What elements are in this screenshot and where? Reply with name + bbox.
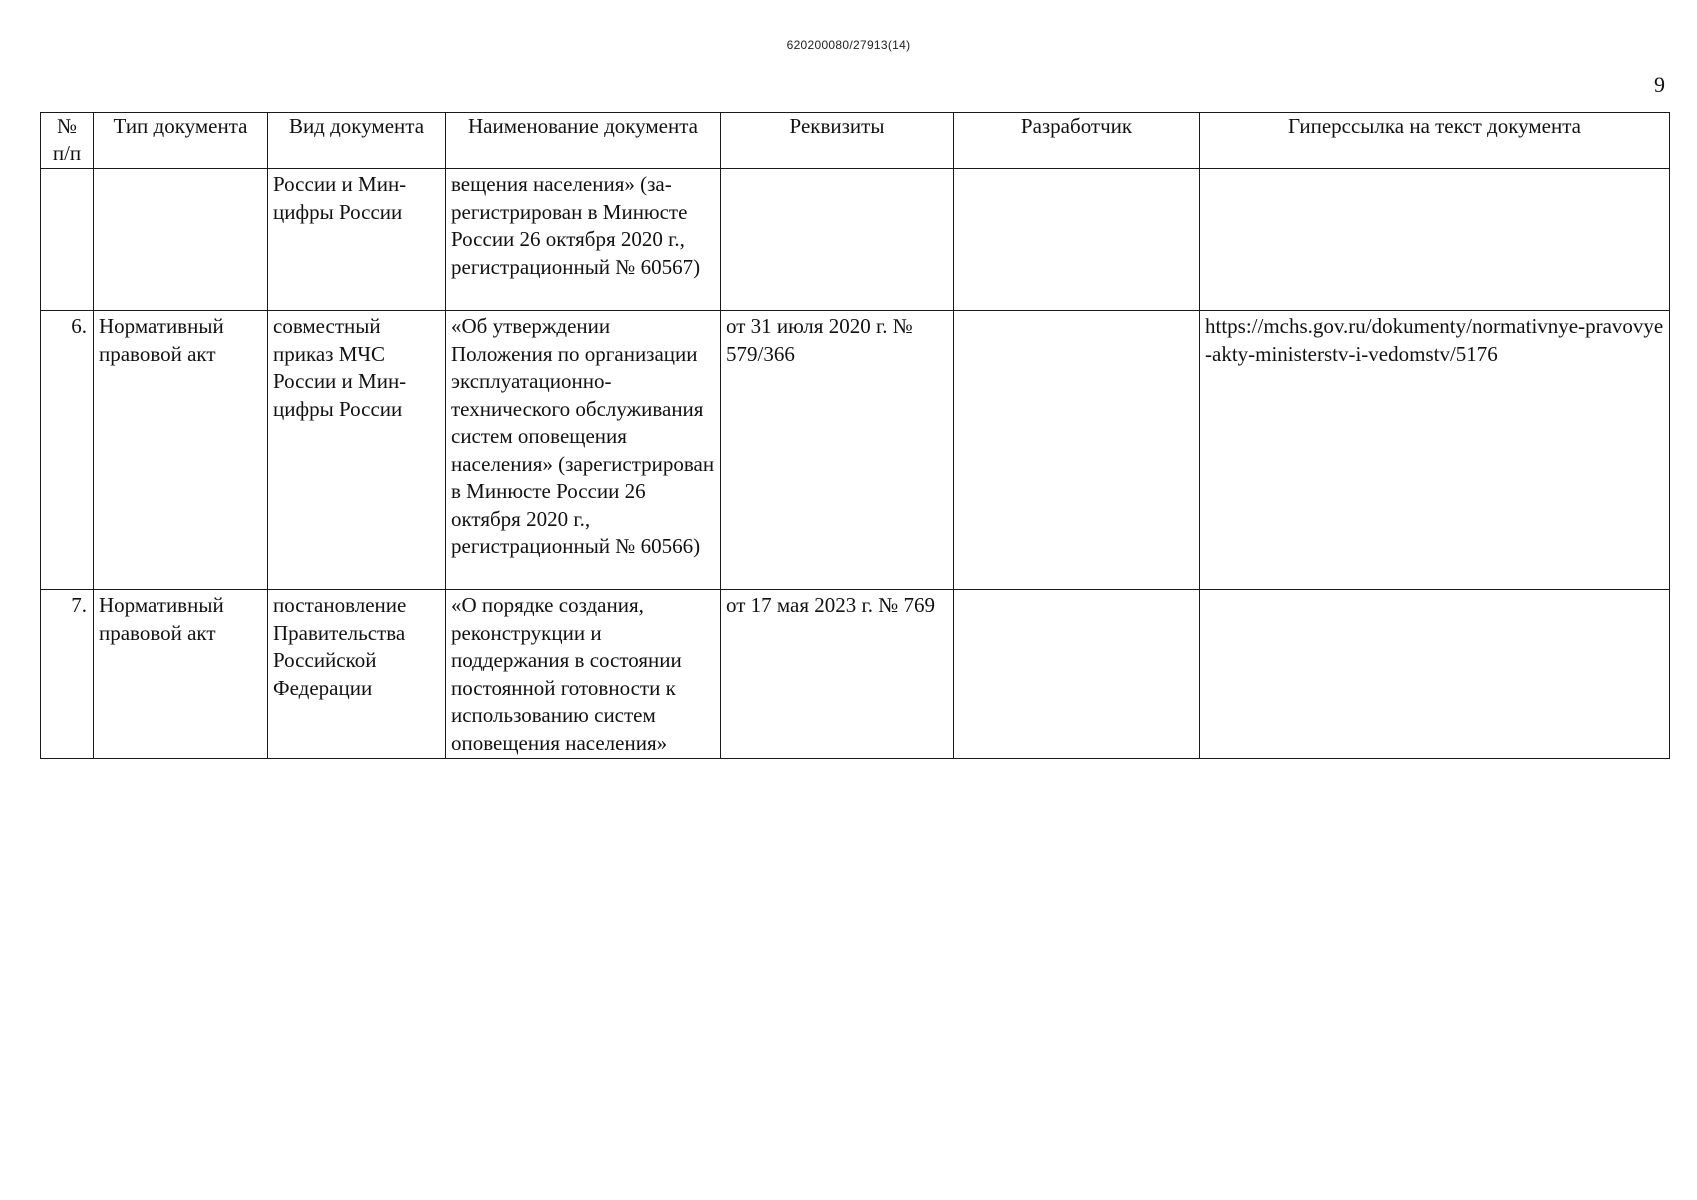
table-header <box>41 113 1670 169</box>
column-header-doc-name: Наименование документа <box>446 113 721 169</box>
cell-number: 7. <box>41 590 94 759</box>
cell-hyperlink[interactable]: https://mchs.gov.ru/dokumenty/normativnye-pravovye-akty-ministerstv-i-vedomstv/5176 <box>1200 311 1670 590</box>
page-number: 9 <box>1654 72 1665 97</box>
table-body <box>41 169 1670 759</box>
column-header-hyperlink: Гиперссылка на текст документа <box>1200 113 1670 169</box>
cell-developer <box>954 590 1200 759</box>
cell-requisites <box>721 169 954 311</box>
cell-requisites: от 17 мая 2023 г. № 769 <box>721 590 954 759</box>
cell-number <box>41 169 94 311</box>
cell-hyperlink <box>1200 169 1670 311</box>
cell-requisites: от 31 июля 2020 г. № 579/366 <box>721 311 954 590</box>
cell-developer <box>954 169 1200 311</box>
cell-developer <box>954 311 1200 590</box>
table-row <box>41 169 1670 311</box>
column-header-number: № п/п <box>41 113 94 169</box>
cell-doc-type: Нормативный правовой акт <box>94 590 268 759</box>
cell-doc-kind: постановление Правительства Российской Федерации <box>268 590 446 759</box>
documents-table <box>40 112 1670 759</box>
cell-number: 6. <box>41 311 94 590</box>
cell-doc-type: Нормативный правовой акт <box>94 311 268 590</box>
table-row <box>41 590 1670 759</box>
table-header-row <box>41 113 1670 169</box>
cell-hyperlink <box>1200 590 1670 759</box>
cell-doc-name: «Об утверждении Положения по организации эксплуатационно-технического обслуживания систем оповещения населения» (зарегистрирован в Минюсте России 26 октября 2020 г., регистрационный № 60566) <box>446 311 721 590</box>
cell-doc-type <box>94 169 268 311</box>
column-header-doc-kind: Вид документа <box>268 113 446 169</box>
column-header-doc-type: Тип документа <box>94 113 268 169</box>
cell-doc-name: «О порядке создания, реконструкции и поддержания в состоянии постоянной готовности к использованию систем оповещения населения» <box>446 590 721 759</box>
cell-doc-kind: России и Мин-цифры России <box>268 169 446 311</box>
column-header-requisites: Реквизиты <box>721 113 954 169</box>
cell-doc-name: вещения населения» (за-регистрирован в Минюсте России 26 октября 2020 г., регистрационный № 60567) <box>446 169 721 311</box>
cell-doc-kind: совместный приказ МЧС России и Мин-цифры России <box>268 311 446 590</box>
column-header-developer: Разработчик <box>954 113 1200 169</box>
table-row <box>41 311 1670 590</box>
document-id: 620200080/27913(14) <box>786 38 911 52</box>
